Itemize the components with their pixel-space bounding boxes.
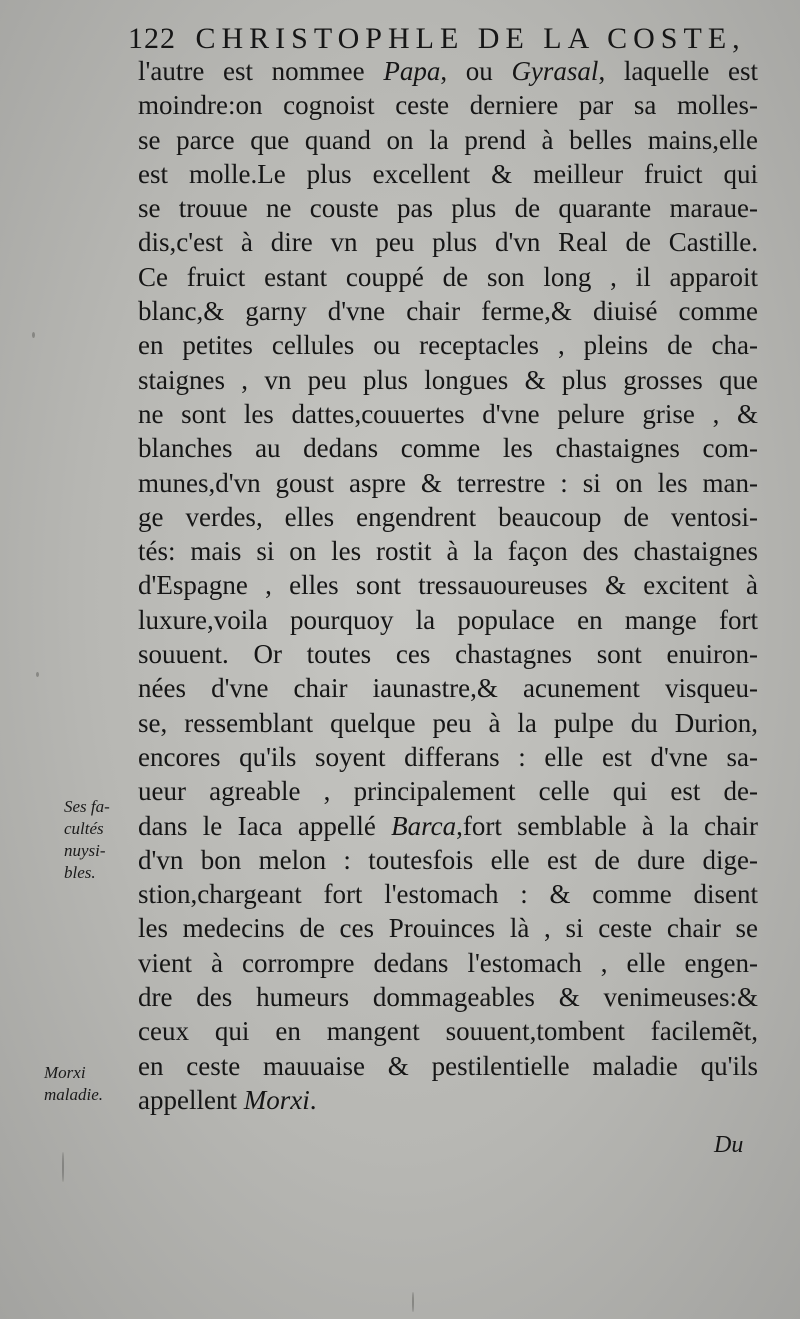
text-segment: est molle.Le plus excellent & meilleur fruict qui [138,158,758,189]
text-line [138,637,758,671]
margin-note-morxi [44,1062,136,1106]
text-segment: d'Espagne , elles sont tressauoureuses & excitent à [138,570,758,601]
text-segment: l'autre est nommee [138,56,384,86]
margin-note-line: Ses fa- [64,797,110,816]
text-segment: dans le Iaca appellé [138,810,392,841]
text-segment: blanches au dedans comme les chastaignes com- [138,433,758,464]
text-line [138,363,758,397]
margin-note-line: nuysi- [64,841,106,860]
text-segment: souuent. Or toutes ces chastagnes sont enuiron- [138,639,758,670]
text-segment: ,fort semblable à la chair [456,810,758,841]
text-segment: , ou [440,56,512,86]
text-segment: en ceste mauuaise & pestilentielle maladie qu'ils [138,1050,758,1081]
text-line [138,54,758,88]
italic-term: Morxi [243,1084,310,1115]
text-segment: se, ressemblant quelque peu à la pulpe du Durion, [138,707,758,738]
text-line [138,843,758,877]
text-line [138,740,758,774]
text-line [138,911,758,945]
margin-note-line: maladie. [44,1085,104,1104]
italic-term: Papa [383,56,441,86]
text-line [138,603,758,637]
text-segment: blanc,& garny d'vne chair ferme,& diuisé comme [138,296,758,327]
catchword: Du [714,1132,744,1158]
italic-term: Barca [391,810,457,841]
paper-speck [412,1292,414,1312]
text-line [138,706,758,740]
text-line [138,88,758,122]
text-line [138,328,758,362]
text-segment: d'vn bon melon : toutesfois elle est de dure dige- [138,844,758,875]
text-line [138,294,758,328]
text-segment: Ce fruict estant couppé de son long , il apparoit [138,261,758,292]
text-line [138,1014,758,1048]
text-line [138,534,758,568]
text-segment: ceux qui en mangent souuent,tombent facilemẽt, [138,1016,758,1047]
text-line [138,157,758,191]
text-segment: , laquelle est [598,56,758,86]
margin-note-facultes [64,796,130,884]
text-line [138,809,758,843]
text-segment: en petites cellules ou receptacles , pleins de cha- [138,330,758,361]
paper-speck [32,332,35,338]
text-segment: . [309,1084,317,1115]
text-segment: ueur agreable , principalement celle qui est de- [138,776,758,807]
text-line [138,774,758,808]
page-header [128,22,768,58]
text-segment: nées d'vne chair iaunastre,& acunement visqueu- [138,673,758,704]
paper-speck [36,672,39,677]
italic-term: Gyrasal [511,56,599,86]
text-line [138,1049,758,1083]
text-segment: encores qu'ils soyent differans : elle est d'vne sa- [138,741,758,772]
text-line [138,260,758,294]
text-line [138,568,758,602]
text-line [138,500,758,534]
margin-note-line: cultés [64,819,104,838]
text-segment: les medecins de ces Prouinces là , si ceste chair se [138,913,758,944]
text-line [138,946,758,980]
text-line [138,191,758,225]
text-segment: stion,chargeant fort l'estomach : & comme disent [138,879,758,910]
text-segment: tés: mais si on les rostit à la façon des chastaignes [138,536,758,567]
text-segment: staignes , vn peu plus longues & plus grosses que [138,364,758,395]
text-line [138,1083,758,1117]
text-segment: moindre:on cognoist ceste derniere par sa molles- [138,90,758,121]
text-segment: ne sont les dattes,couuertes d'vne pelure grise , & [138,398,758,429]
text-line [138,671,758,705]
text-line [138,431,758,465]
text-segment: dis,c'est à dire vn peu plus d'vn Real de Castille. [138,227,758,258]
text-segment: ge verdes, elles engendrent beaucoup de ventosi- [138,501,758,532]
paper-speck [62,1152,64,1182]
text-line [138,466,758,500]
main-text-block [138,54,758,1117]
text-segment: appellent [138,1084,244,1115]
text-segment: se parce que quand on la prend à belles mains,elle [138,124,758,155]
text-line [138,225,758,259]
folio-number: 122 [128,22,176,55]
text-segment: luxure,voila pourquoy la populace en mange fort [138,604,758,635]
text-line [138,980,758,1014]
text-line [138,397,758,431]
text-segment: munes,d'vn goust aspre & terrestre : si on les man- [138,467,758,498]
margin-note-line: bles. [64,863,96,882]
running-title: CHRISTOPHLE DE LA COSTE, [195,22,746,55]
text-segment: vient à corrompre dedans l'estomach , elle engen- [138,947,758,978]
text-line [138,877,758,911]
text-line [138,123,758,157]
text-segment: dre des humeurs dommageables & venimeuses:& [138,982,758,1013]
text-segment: se trouue ne couste pas plus de quarante maraue- [138,193,758,224]
margin-note-line: Morxi [44,1063,86,1082]
